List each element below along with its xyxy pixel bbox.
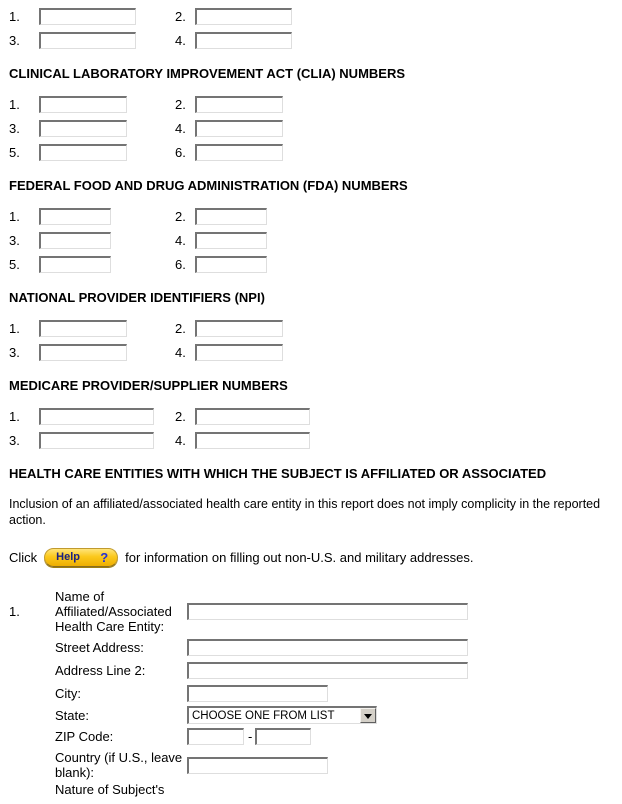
numbered-field-pair (9, 408, 175, 425)
numbered-field-pair (175, 408, 310, 425)
medicare-grid (9, 408, 614, 449)
top-section-number-input[interactable] (195, 32, 292, 49)
medicare-section-title: MEDICARE PROVIDER/SUPPLIER NUMBERS (9, 378, 288, 393)
fda-section-title: FEDERAL FOOD AND DRUG ADMINISTRATION (FDA) NUMBERS (9, 178, 408, 193)
zip-code-row (9, 728, 614, 745)
fda-number-input[interactable] (195, 232, 267, 249)
clia-number-input[interactable] (195, 96, 283, 113)
health-care-entities-section (9, 467, 614, 797)
fda-section (9, 179, 614, 273)
clia-number-input[interactable] (195, 120, 283, 137)
field-number-label: 3. (9, 345, 20, 360)
country-input[interactable] (187, 757, 328, 774)
state-select-value: CHOOSE ONE FROM LIST (192, 709, 335, 722)
nature-of-subject-row (9, 782, 614, 797)
address-line2-input[interactable] (187, 662, 468, 679)
numbered-field-pair (175, 320, 283, 337)
entity-item-number: 1. (9, 604, 20, 619)
field-number-label: 4. (175, 121, 186, 136)
numbered-field-pair (175, 208, 267, 225)
top-id-section (9, 8, 614, 49)
numbered-field-pair (175, 32, 292, 49)
zip-code-input[interactable] (187, 728, 244, 745)
chevron-down-icon (364, 714, 372, 723)
top-section-number-input[interactable] (39, 32, 136, 49)
zip-separator: - (248, 729, 253, 744)
fda-number-input[interactable] (39, 256, 111, 273)
numbered-field-pair (175, 256, 267, 273)
help-line (9, 548, 614, 567)
state-row (9, 706, 614, 724)
medicare-number-input[interactable] (39, 408, 154, 425)
clia-number-input[interactable] (39, 144, 127, 161)
field-number-label: 4. (175, 233, 186, 248)
field-number-label: 5. (9, 257, 20, 272)
zip-plus4-input[interactable] (255, 728, 311, 745)
help-line-suffix: for information on filling out non-U.S. and military addresses. (125, 550, 474, 565)
help-button-label: Help (56, 551, 81, 563)
numbered-field-pair (175, 432, 310, 449)
clia-number-input[interactable] (195, 144, 283, 161)
medicare-section (9, 379, 614, 449)
question-mark-icon: ? (100, 549, 109, 565)
npi-section (9, 291, 614, 361)
npi-number-input[interactable] (195, 344, 283, 361)
npi-section-title: NATIONAL PROVIDER IDENTIFIERS (NPI) (9, 290, 265, 305)
entity-name-input[interactable] (187, 603, 468, 620)
numbered-field-pair (175, 120, 283, 137)
city-label: City: (55, 686, 81, 701)
medicare-number-input[interactable] (39, 432, 154, 449)
help-button[interactable] (44, 548, 118, 567)
numbered-field-pair (9, 256, 175, 273)
field-number-label: 6. (175, 145, 186, 160)
fda-number-input[interactable] (39, 232, 111, 249)
clia-section-title: CLINICAL LABORATORY IMPROVEMENT ACT (CLIA) NUMBERS (9, 66, 406, 81)
field-number-label: 2. (175, 321, 186, 336)
numbered-field-pair (9, 344, 175, 361)
entity-name-row (9, 589, 614, 634)
numbered-field-pair (9, 144, 175, 161)
field-number-label: 1. (9, 409, 20, 424)
fda-number-input[interactable] (39, 208, 111, 225)
numbered-field-pair (9, 320, 175, 337)
medicare-number-input[interactable] (195, 408, 310, 425)
field-number-label: 2. (175, 9, 186, 24)
entity-name-label: Name of Affiliated/Associated Health Care Entity: (55, 589, 172, 634)
clia-section (9, 67, 614, 161)
npi-number-input[interactable] (195, 320, 283, 337)
numbered-field-pair (9, 232, 175, 249)
field-number-label: 3. (9, 233, 20, 248)
zip-code-label: ZIP Code: (55, 729, 114, 744)
street-address-label: Street Address: (55, 640, 144, 655)
health-care-entities-title: HEALTH CARE ENTITIES WITH WHICH THE SUBJECT IS AFFILIATED OR ASSOCIATED (9, 466, 547, 481)
numbered-field-pair (175, 8, 292, 25)
numbered-field-pair (175, 232, 267, 249)
numbered-field-pair (9, 32, 175, 49)
top-section-number-input[interactable] (195, 8, 292, 25)
state-label: State: (55, 707, 89, 723)
street-address-row (9, 639, 614, 656)
help-line-prefix: Click (9, 550, 38, 565)
numbered-field-pair (9, 208, 175, 225)
field-number-label: 1. (9, 209, 20, 224)
complicity-note: Inclusion of an affiliated/associated health care entity in this report does not imply complicity in the reported action. (9, 497, 601, 527)
city-input[interactable] (187, 685, 328, 702)
nature-of-subject-label: Nature of Subject's (55, 782, 165, 797)
field-number-label: 3. (9, 121, 20, 136)
npi-number-input[interactable] (39, 344, 127, 361)
field-number-label: 2. (175, 209, 186, 224)
field-number-label: 3. (9, 433, 20, 448)
field-number-label: 1. (9, 97, 20, 112)
city-row (9, 685, 614, 702)
fda-number-input[interactable] (195, 208, 267, 225)
country-row (9, 750, 614, 780)
npi-grid (9, 320, 614, 361)
clia-number-input[interactable] (39, 120, 127, 137)
top-id-grid (9, 8, 614, 49)
clia-grid (9, 96, 614, 161)
numbered-field-pair (9, 432, 175, 449)
street-address-input[interactable] (187, 639, 468, 656)
npi-number-input[interactable] (39, 320, 127, 337)
field-number-label: 4. (175, 433, 186, 448)
field-number-label: 5. (9, 145, 20, 160)
state-select[interactable] (187, 706, 377, 724)
entity-form (9, 589, 614, 797)
numbered-field-pair (9, 8, 175, 25)
address-line2-label: Address Line 2: (55, 663, 146, 678)
numbered-field-pair (175, 344, 283, 361)
field-number-label: 4. (175, 345, 186, 360)
field-number-label: 1. (9, 9, 20, 24)
field-number-label: 1. (9, 321, 20, 336)
field-number-label: 2. (175, 97, 186, 112)
numbered-field-pair (175, 144, 283, 161)
fda-grid (9, 208, 614, 273)
clia-number-input[interactable] (39, 96, 127, 113)
field-number-label: 6. (175, 257, 186, 272)
numbered-field-pair (175, 96, 283, 113)
field-number-label: 2. (175, 409, 186, 424)
top-section-number-input[interactable] (39, 8, 136, 25)
numbered-field-pair (9, 120, 175, 137)
country-label: Country (if U.S., leave blank): (55, 750, 183, 780)
address-line2-row (9, 662, 614, 679)
fda-number-input[interactable] (195, 256, 267, 273)
medicare-number-input[interactable] (195, 432, 310, 449)
field-number-label: 4. (175, 33, 186, 48)
state-select-dropdown-button[interactable] (360, 708, 376, 723)
numbered-field-pair (9, 96, 175, 113)
field-number-label: 3. (9, 33, 20, 48)
